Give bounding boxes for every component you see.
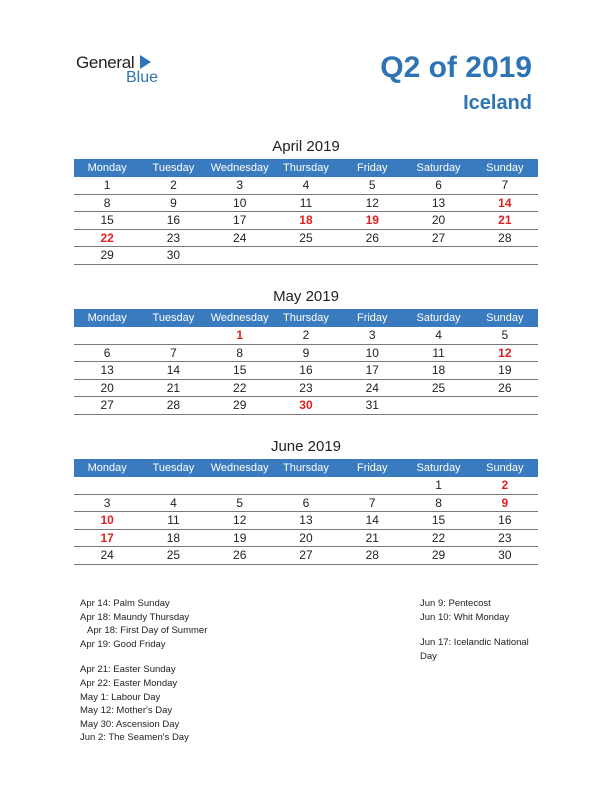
holiday-note: May 1: Labour Day xyxy=(80,691,161,703)
holiday-note: May 12: Mother's Day xyxy=(80,705,173,717)
day-cell: 2 xyxy=(302,328,310,342)
day-cell: 27 xyxy=(100,398,114,412)
weekday-label: Monday xyxy=(87,162,127,174)
day-cell: 29 xyxy=(233,398,247,412)
week-row xyxy=(74,230,538,248)
day-cell: 3 xyxy=(236,178,244,192)
day-cell: 4 xyxy=(435,328,442,342)
month-title: June 2019 xyxy=(270,438,342,455)
day-cell: 29 xyxy=(431,548,446,562)
day-cell: 18 xyxy=(431,363,446,377)
day-cell: 14 xyxy=(498,195,512,210)
day-cell: 8 xyxy=(236,345,244,360)
day-cell: 24 xyxy=(365,380,379,395)
day-cell: 9 xyxy=(302,345,310,360)
day-cell: 25 xyxy=(431,380,446,395)
day-cell: 5 xyxy=(501,328,509,342)
holiday-list-left xyxy=(80,597,207,745)
holiday-list-right xyxy=(420,597,529,663)
week-row xyxy=(74,495,538,513)
day-cell: 13 xyxy=(299,513,313,527)
day-cell: 2 xyxy=(170,178,177,192)
day-cell: 20 xyxy=(100,380,114,395)
logo-general-text: General xyxy=(76,53,135,72)
day-cell: 10 xyxy=(365,345,379,360)
day-cell: 5 xyxy=(368,178,376,192)
day-cell: 30 xyxy=(498,548,512,562)
day-cell: 7 xyxy=(368,495,376,510)
day-cell: 30 xyxy=(299,398,313,412)
day-cell: 23 xyxy=(166,230,181,245)
week-row xyxy=(74,477,538,495)
day-cell: 10 xyxy=(233,195,247,210)
holiday-note: Day xyxy=(420,650,437,662)
weekday-label: Saturday xyxy=(416,462,461,474)
weekday-label: Sunday xyxy=(486,162,524,174)
day-cell: 29 xyxy=(100,248,114,262)
day-cell: 19 xyxy=(233,530,247,545)
day-cell: 10 xyxy=(100,513,114,527)
day-cell: 28 xyxy=(365,548,379,562)
day-cell: 27 xyxy=(431,230,446,245)
holiday-note: Jun 9: Pentecost xyxy=(420,598,491,609)
day-cell: 14 xyxy=(166,363,181,377)
week-row xyxy=(74,512,538,530)
month-title: April 2019 xyxy=(272,138,340,155)
day-cell: 8 xyxy=(435,495,442,510)
week-row xyxy=(74,212,538,230)
day-cell: 15 xyxy=(431,513,446,527)
weekday-label: Wednesday xyxy=(210,312,269,324)
day-cell: 25 xyxy=(299,230,313,245)
day-cell: 16 xyxy=(299,363,313,377)
day-cell: 9 xyxy=(501,495,509,510)
logo-flag-icon xyxy=(140,55,151,69)
holiday-note: Apr 18: First Day of Summer xyxy=(87,625,208,637)
empty-day-cell xyxy=(273,477,339,494)
day-cell: 21 xyxy=(166,380,181,395)
day-cell: 3 xyxy=(368,328,376,342)
empty-day-cell xyxy=(405,247,471,264)
weekday-label: Friday xyxy=(356,312,388,324)
day-cell: 19 xyxy=(498,363,512,377)
day-cell: 2 xyxy=(501,478,509,492)
week-row xyxy=(74,547,538,565)
day-cell: 23 xyxy=(498,530,512,545)
holiday-note: May 30: Ascension Day xyxy=(80,718,180,730)
empty-day-cell xyxy=(405,397,471,414)
weekday-label: Tuesday xyxy=(152,312,195,324)
day-cell: 15 xyxy=(233,363,247,377)
holiday-note: Apr 22: Easter Monday xyxy=(80,677,178,689)
day-cell: 6 xyxy=(435,178,442,192)
day-cell: 20 xyxy=(431,213,446,227)
day-cell: 11 xyxy=(167,513,180,527)
weekday-label: Thursday xyxy=(283,312,329,324)
day-cell: 9 xyxy=(170,195,177,210)
weekday-label: Monday xyxy=(87,312,127,324)
day-cell: 13 xyxy=(431,195,446,210)
empty-day-cell xyxy=(339,247,405,264)
day-cell: 5 xyxy=(236,495,244,510)
empty-day-cell xyxy=(207,477,273,494)
day-cell: 20 xyxy=(299,530,313,545)
day-cell: 28 xyxy=(166,398,181,412)
day-cell: 17 xyxy=(365,363,379,377)
week-row xyxy=(74,247,538,265)
day-cell: 17 xyxy=(233,213,247,227)
day-cell: 18 xyxy=(299,213,313,227)
day-cell: 7 xyxy=(501,178,509,192)
spacer xyxy=(420,624,529,636)
day-cell: 24 xyxy=(100,548,114,562)
day-cell: 27 xyxy=(299,548,313,562)
day-cell: 16 xyxy=(498,513,512,527)
day-cell: 12 xyxy=(233,513,247,527)
weekday-label: Thursday xyxy=(283,462,329,474)
week-row xyxy=(74,362,538,380)
weekday-label: Saturday xyxy=(416,312,461,324)
week-row xyxy=(74,345,538,363)
weekday-header xyxy=(74,159,538,177)
day-cell: 19 xyxy=(365,213,379,227)
empty-day-cell xyxy=(207,247,273,264)
holiday-note: Jun 2: The Seamen's Day xyxy=(80,732,189,744)
weekday-label: Monday xyxy=(87,462,127,474)
empty-day-cell xyxy=(273,247,339,264)
day-cell: 22 xyxy=(233,380,247,395)
week-row xyxy=(74,327,538,345)
empty-day-cell xyxy=(140,477,206,494)
week-row xyxy=(74,177,538,195)
day-cell: 3 xyxy=(103,495,111,510)
day-cell: 1 xyxy=(103,178,111,192)
spacer xyxy=(80,651,207,663)
day-cell: 1 xyxy=(435,478,442,492)
day-cell: 26 xyxy=(233,548,247,562)
holiday-note: Apr 14: Palm Sunday xyxy=(80,598,170,609)
day-cell: 4 xyxy=(302,178,310,192)
day-cell: 14 xyxy=(365,513,379,527)
day-cell: 22 xyxy=(100,230,114,245)
calendar-april xyxy=(74,137,538,265)
empty-day-cell xyxy=(472,247,538,264)
day-cell: 4 xyxy=(170,495,177,510)
day-cell: 11 xyxy=(432,345,445,360)
day-cell: 26 xyxy=(498,380,512,395)
day-cell: 17 xyxy=(100,530,114,545)
weekday-label: Tuesday xyxy=(152,462,195,474)
day-cell: 28 xyxy=(498,230,512,245)
holiday-note: Jun 10: Whit Monday xyxy=(420,611,510,623)
day-cell: 25 xyxy=(166,548,181,562)
weekday-label: Friday xyxy=(356,462,388,474)
week-row xyxy=(74,530,538,548)
country-name: Iceland xyxy=(463,92,532,114)
logo xyxy=(76,53,176,89)
day-cell: 15 xyxy=(100,213,114,227)
page-title: Q2 of 2019 xyxy=(380,51,532,84)
day-cell: 8 xyxy=(103,195,111,210)
month-title: May 2019 xyxy=(273,288,339,305)
week-row xyxy=(74,195,538,213)
day-cell: 26 xyxy=(365,230,379,245)
holiday-note: Apr 18: Maundy Thursday xyxy=(80,611,190,623)
weekday-label: Tuesday xyxy=(152,162,195,174)
day-cell: 7 xyxy=(170,345,177,360)
weekday-header xyxy=(74,309,538,327)
day-cell: 21 xyxy=(365,530,379,545)
day-cell: 24 xyxy=(233,230,247,245)
calendar-may xyxy=(74,287,538,415)
day-cell: 13 xyxy=(100,363,114,377)
week-row xyxy=(74,397,538,415)
empty-day-cell xyxy=(472,397,538,414)
day-cell: 30 xyxy=(166,248,181,262)
weekday-label: Wednesday xyxy=(210,462,269,474)
holiday-note: Jun 17: Icelandic National xyxy=(420,637,529,649)
day-cell: 22 xyxy=(431,530,446,545)
weekday-header xyxy=(74,459,538,477)
day-cell: 18 xyxy=(166,530,181,545)
empty-day-cell xyxy=(74,327,140,344)
logo-blue-text: Blue xyxy=(126,69,159,86)
day-cell: 21 xyxy=(498,213,512,227)
day-cell: 31 xyxy=(365,398,379,412)
day-cell: 16 xyxy=(166,213,181,227)
week-row xyxy=(74,380,538,398)
day-cell: 12 xyxy=(365,195,379,210)
day-cell: 11 xyxy=(299,195,313,210)
empty-day-cell xyxy=(140,327,206,344)
day-cell: 23 xyxy=(299,380,313,395)
empty-day-cell xyxy=(74,477,140,494)
day-cell: 12 xyxy=(498,345,512,360)
weekday-label: Friday xyxy=(356,162,388,174)
holiday-note: Apr 19: Good Friday xyxy=(80,638,166,650)
weekday-label: Saturday xyxy=(416,162,461,174)
weekday-label: Wednesday xyxy=(210,162,269,174)
weekday-label: Sunday xyxy=(486,462,524,474)
weekday-label: Sunday xyxy=(486,312,524,324)
holiday-note: Apr 21: Easter Sunday xyxy=(80,664,176,676)
day-cell: 6 xyxy=(302,495,310,510)
empty-day-cell xyxy=(339,477,405,494)
day-cell: 6 xyxy=(103,345,111,360)
calendar-june xyxy=(74,437,538,565)
weekday-label: Thursday xyxy=(283,162,329,174)
day-cell: 1 xyxy=(236,328,244,342)
